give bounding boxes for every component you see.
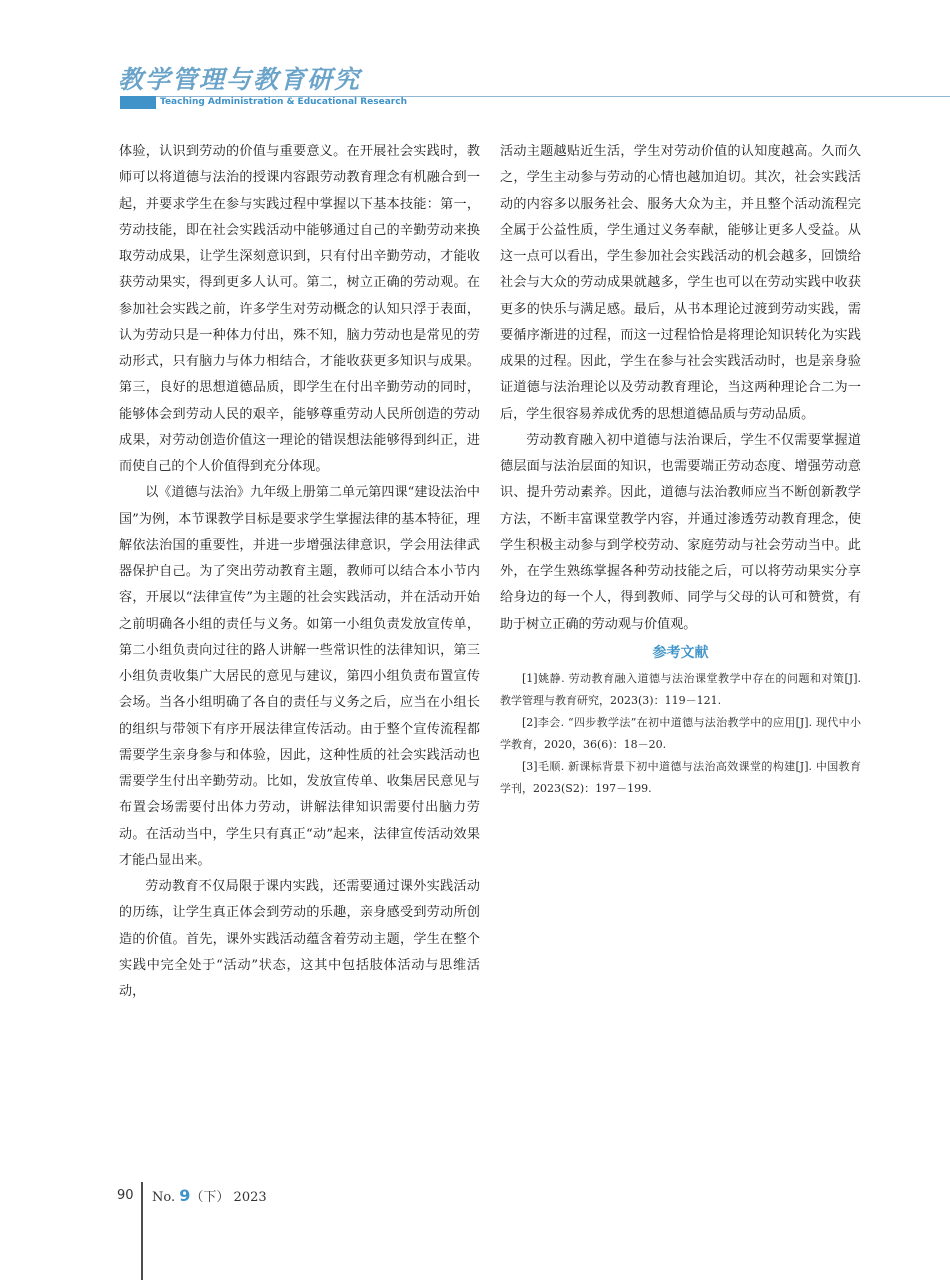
page-number: 90 (117, 1188, 134, 1203)
issue-year: 2023 (233, 1190, 267, 1205)
reference-item: [2]李会. “四步教学法”在初中道德与法治教学中的应用[J]. 现代中小学教育，2020，36(6)：18－20. (500, 715, 861, 751)
paragraph: 以《道德与法治》九年级上册第二单元第四课“建设法治中国”为例，本节课教学目标是要求学生掌握法律的基本特征，理解依法治国的重要性，并进一步增强法律意识，学会用法律武器保护自己。为了突出劳动教育主题，教师可以结合本小节内容，开展以“法律宣传”为主题的社会实践活动，并在活动开始之前明确各小组的责任与义务。如第一小组负责发放宣传单，第二小组负责向过往的路人讲解一些常识性的法律知识，第三小组负责收集广大居民的意见与建议，第四小组负责布置宣传会场。当各小组明确了各自的责任与义务之后，应当在小组长的组织与带领下有序开展法律宣传活动。由于整个宣传流程都需要学生亲身参与和体验，因此，这种性质的社会实践活动也需要学生付出辛勤劳动。比如，发放宣传单、收集居民意见与布置会场需要付出体力劳动，讲解法律知识需要付出脑力劳动。在活动当中，学生只有真正“动”起来，法律宣传活动效果才能凸显出来。 (119, 485, 480, 868)
issue-prefix: No. (152, 1190, 176, 1205)
issue-info (152, 1186, 267, 1205)
paragraph: 劳动教育不仅局限于课内实践，还需要通过课外实践活动的历练，让学生真正体会到劳动的乐趣，亲身感受到劳动所创造的价值。首先，课外实践活动蕴含着劳动主题，学生在整个实践中完全处于“活动”状态，这其中包括肢体活动与思维活动， (119, 879, 480, 999)
paragraph: 劳动教育融入初中道德与法治课后，学生不仅需要掌握道德层面与法治层面的知识，也需要端正劳动态度、增强劳动意识、提升劳动素养。因此，道德与法治教师应当不断创新教学方法，不断丰富课堂教学内容，并通过渗透劳动教育理念，使学生积极主动参与到学校劳动、家庭劳动与社会劳动当中。此外，在学生熟练掌握各种劳动技能之后，可以将劳动果实分享给身边的每一个人，得到教师、同学与父母的认可和赞赏，有助于树立正确的劳动观与价值观。 (500, 432, 861, 632)
reference-item: [3]毛顺. 新课标背景下初中道德与法治高效课堂的构建[J]. 中国教育学刊，2023(S2)：197－199. (500, 759, 861, 795)
references-title: 参考文献 (652, 644, 709, 661)
paragraph: 体验，认识到劳动的价值与重要意义。在开展社会实践时，教师可以将道德与法治的授课内容跟劳动教育理念有机融合到一起，并要求学生在参与实践过程中掌握以下基本技能：第一，劳动技能，即在社会实践活动中能够通过自己的辛勤劳动来换取劳动成果，让学生深刻意识到，只有付出辛勤劳动，才能收获劳动果实，得到更多人认可。第二，树立正确的劳动观。在参加社会实践之前，许多学生对劳动概念的认知只浮于表面，认为劳动只是一种体力付出，殊不知，脑力劳动也是常见的劳动形式，只有脑力与体力相结合，才能收获更多知识与成果。第三，良好的思想道德品质，即学生在付出辛勤劳动的同时，能够体会到劳动人民的艰辛，能够尊重劳动人民所创造的劳动成果，对劳动创造价值这一理论的错误想法能够得到纠正，进而使自己的个人价值得到充分体现。 (119, 144, 480, 474)
footer-divider (141, 1182, 143, 1280)
reference-item: [1]姚静. 劳动教育融入道德与法治课堂教学中存在的问题和对策[J]. 教学管理与教育研究，2023(3)：119－121. (500, 671, 861, 707)
issue-number: 9 (179, 1186, 191, 1205)
journal-title: 教学管理与教育研究 (118, 65, 362, 94)
paragraph: 活动主题越贴近生活，学生对劳动价值的认知度越高。久而久之，学生主动参与劳动的心情也越加迫切。其次，社会实践活动的内容多以服务社会、服务大众为主，并且整个活动流程完全属于公益性质，学生通过义务奉献，能够让更多人受益。从这一点可以看出，学生参加社会实践活动的机会越多，回馈给社会与大众的劳动成果就越多，学生也可以在劳动实践中收获更多的快乐与满足感。最后，从书本理论过渡到劳动实践，需要循序渐进的过程，而这一过程恰恰是将理论知识转化为实践成果的过程。因此，学生在参与社会实践活动时，也是亲身验证道德与法治理论以及劳动教育理论，当这两种理论合二为一后，学生很容易养成优秀的思想道德品质与劳动品质。 (500, 144, 861, 422)
header-accent-bar (120, 96, 156, 109)
right-column (500, 139, 861, 800)
journal-subtitle: Teaching Administration & Educational Research (160, 97, 407, 107)
issue-suffix: （下） (190, 1190, 230, 1205)
left-column (119, 139, 480, 1005)
